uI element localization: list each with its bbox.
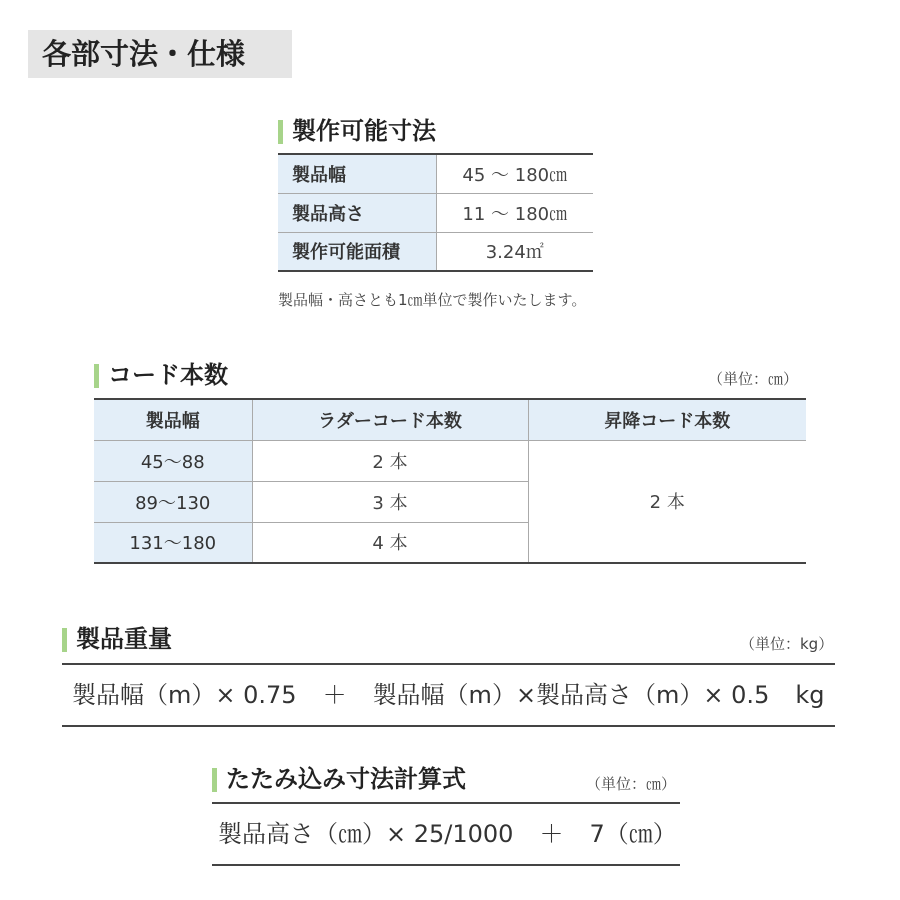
col-header-ladder: ラダーコード本数: [252, 399, 528, 440]
dimensions-note: 製品幅・高さとも1㎝単位で製作いたします。: [278, 291, 587, 309]
cell-ladder: 4 本: [252, 522, 528, 563]
folded-formula-part1: 製品高さ（㎝）× 25/1000: [218, 820, 514, 848]
folded-formula: [212, 802, 680, 866]
plus-sign: ＋: [322, 681, 347, 709]
page-title: 各部寸法・仕様: [28, 30, 292, 78]
dim-value: 11 ～ 180㎝: [436, 193, 593, 232]
dimensions-heading: 製作可能寸法: [278, 116, 436, 146]
dim-label: 製品幅: [278, 154, 436, 193]
cell-ladder: 3 本: [252, 481, 528, 522]
weight-formula: [62, 663, 835, 727]
table-row: [278, 232, 593, 271]
cell-width: 45～88: [94, 440, 252, 481]
dim-label: 製品高さ: [278, 193, 436, 232]
dim-value: 45 ～ 180㎝: [436, 154, 593, 193]
cell-width: 89～130: [94, 481, 252, 522]
cords-heading: コード本数: [94, 360, 228, 390]
weight-heading: 製品重量: [62, 624, 172, 654]
dimensions-table: [278, 153, 593, 272]
folded-formula-part2: 7（㎝）: [589, 820, 677, 848]
table-row: [94, 440, 806, 481]
cell-width: 131～180: [94, 522, 252, 563]
table-header-row: [94, 399, 806, 440]
cords-unit: （単位：㎝）: [708, 370, 799, 388]
table-row: [278, 193, 593, 232]
dim-label: 製作可能面積: [278, 232, 436, 271]
cell-lift: 2 本: [528, 440, 806, 563]
weight-formula-part2: 製品幅（m）×製品高さ（m）× 0.5: [372, 681, 770, 709]
folded-heading: たたみ込み寸法計算式: [212, 764, 466, 794]
plus-sign: ＋: [539, 820, 564, 848]
dim-value: 3.24㎡: [436, 232, 593, 271]
cell-ladder: 2 本: [252, 440, 528, 481]
weight-formula-unit: kg: [795, 681, 825, 709]
weight-unit: （単位：kg）: [740, 635, 834, 653]
weight-formula-part1: 製品幅（m）× 0.75: [72, 681, 297, 709]
col-header-width: 製品幅: [94, 399, 252, 440]
folded-unit: （単位：㎝）: [586, 775, 677, 793]
cords-table: [94, 398, 806, 564]
col-header-lift: 昇降コード本数: [528, 399, 806, 440]
table-row: [278, 154, 593, 193]
